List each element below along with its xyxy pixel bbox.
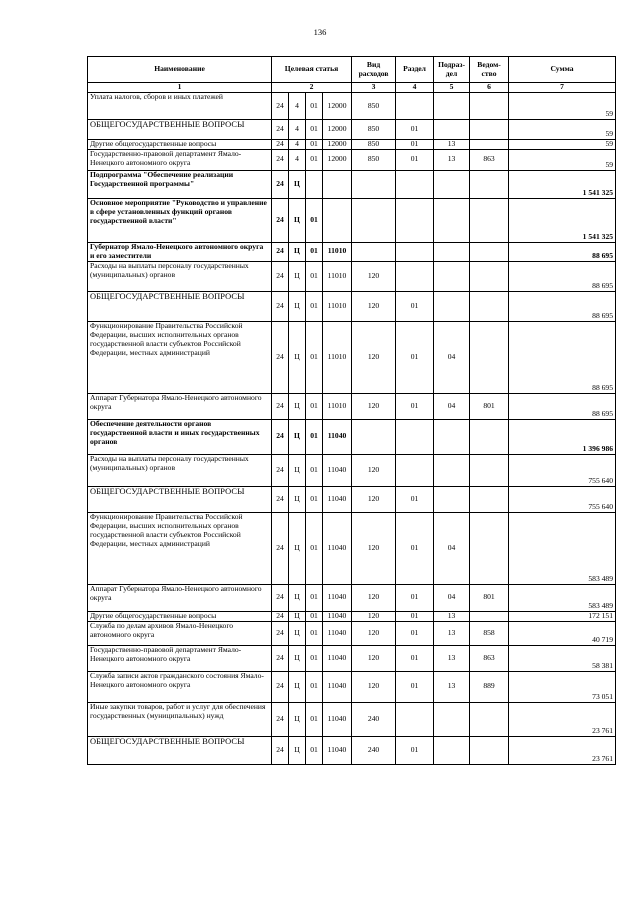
col-number: 3 bbox=[352, 83, 396, 93]
cell-expense-kind bbox=[352, 242, 396, 261]
cell-code-direction: 11010 bbox=[323, 242, 352, 261]
cell-department: 858 bbox=[470, 621, 509, 645]
cell-expense-kind: 850 bbox=[352, 93, 396, 120]
cell-section bbox=[396, 454, 434, 486]
cell-code-program: 24 bbox=[272, 454, 289, 486]
cell-name: ОБЩЕГОСУДАРСТВЕННЫЕ ВОПРОСЫ bbox=[88, 486, 272, 512]
cell-expense-kind: 240 bbox=[352, 736, 396, 764]
cell-expense-kind: 120 bbox=[352, 621, 396, 645]
cell-section bbox=[396, 261, 434, 291]
cell-code-program: 24 bbox=[272, 702, 289, 736]
cell-sum: 755 640 bbox=[509, 454, 616, 486]
table-row bbox=[88, 486, 616, 512]
cell-sum: 59 bbox=[509, 120, 616, 140]
cell-section bbox=[396, 242, 434, 261]
cell-subsection: 04 bbox=[434, 512, 470, 584]
cell-subsection bbox=[434, 736, 470, 764]
cell-department bbox=[470, 736, 509, 764]
cell-sum: 23 761 bbox=[509, 702, 616, 736]
table-row bbox=[88, 512, 616, 584]
cell-section: 01 bbox=[396, 584, 434, 611]
header-target-article: Целевая статья bbox=[272, 57, 352, 83]
cell-name: Уплата налогов, сборов и иных платежей bbox=[88, 93, 272, 120]
cell-expense-kind: 120 bbox=[352, 645, 396, 671]
cell-expense-kind bbox=[352, 198, 396, 242]
cell-code-event: 01 bbox=[306, 454, 323, 486]
cell-code-program: 24 bbox=[272, 242, 289, 261]
cell-department bbox=[470, 512, 509, 584]
cell-code-event: 01 bbox=[306, 120, 323, 140]
table-row bbox=[88, 454, 616, 486]
cell-expense-kind bbox=[352, 170, 396, 198]
cell-sum: 172 151 bbox=[509, 611, 616, 621]
cell-sum: 583 489 bbox=[509, 512, 616, 584]
cell-code-subprogram: Ц bbox=[289, 454, 306, 486]
page-number: 136 bbox=[313, 27, 327, 37]
cell-subsection: 04 bbox=[434, 321, 470, 393]
table-row bbox=[88, 140, 616, 150]
cell-expense-kind: 850 bbox=[352, 149, 396, 170]
cell-code-event: 01 bbox=[306, 611, 323, 621]
table-row bbox=[88, 419, 616, 454]
cell-code-event: 01 bbox=[306, 261, 323, 291]
cell-code-event: 01 bbox=[306, 645, 323, 671]
cell-code-direction: 11040 bbox=[323, 512, 352, 584]
cell-section: 01 bbox=[396, 149, 434, 170]
cell-code-event: 01 bbox=[306, 419, 323, 454]
cell-expense-kind: 120 bbox=[352, 512, 396, 584]
table-row bbox=[88, 261, 616, 291]
cell-department: 889 bbox=[470, 671, 509, 702]
table-row bbox=[88, 120, 616, 140]
cell-expense-kind: 120 bbox=[352, 261, 396, 291]
cell-name: Расходы на выплаты персоналу государственных (муниципальных) органов bbox=[88, 261, 272, 291]
cell-department bbox=[470, 291, 509, 321]
cell-name: Государственно-правовой департамент Ямало-Ненецкого автономного округа bbox=[88, 149, 272, 170]
cell-name: Другие общегосударственные вопросы bbox=[88, 140, 272, 150]
cell-subsection bbox=[434, 93, 470, 120]
cell-code-direction: 12000 bbox=[323, 93, 352, 120]
cell-name: Служба записи актов гражданского состояния Ямало-Ненецкого автономного округа bbox=[88, 671, 272, 702]
cell-expense-kind: 120 bbox=[352, 393, 396, 419]
cell-code-event: 01 bbox=[306, 140, 323, 150]
cell-section: 01 bbox=[396, 140, 434, 150]
cell-expense-kind: 120 bbox=[352, 291, 396, 321]
table-row bbox=[88, 149, 616, 170]
cell-code-subprogram: Ц bbox=[289, 261, 306, 291]
cell-sum: 59 bbox=[509, 149, 616, 170]
cell-code-program: 24 bbox=[272, 736, 289, 764]
cell-expense-kind: 120 bbox=[352, 584, 396, 611]
table-row bbox=[88, 621, 616, 645]
cell-section bbox=[396, 198, 434, 242]
cell-code-direction: 11010 bbox=[323, 321, 352, 393]
cell-sum: 755 640 bbox=[509, 486, 616, 512]
cell-sum: 58 381 bbox=[509, 645, 616, 671]
cell-code-program: 24 bbox=[272, 291, 289, 321]
cell-code-direction: 11040 bbox=[323, 671, 352, 702]
cell-expense-kind: 120 bbox=[352, 321, 396, 393]
cell-section: 01 bbox=[396, 291, 434, 321]
cell-code-subprogram: 4 bbox=[289, 149, 306, 170]
cell-expense-kind bbox=[352, 419, 396, 454]
cell-expense-kind: 850 bbox=[352, 140, 396, 150]
cell-code-event: 01 bbox=[306, 242, 323, 261]
cell-department bbox=[470, 454, 509, 486]
cell-name: Государственно-правовой департамент Ямало-Ненецкого автономного округа bbox=[88, 645, 272, 671]
cell-name: Основное мероприятие "Руководство и управление в сфере установленных функций органов государственной власти" bbox=[88, 198, 272, 242]
cell-subsection bbox=[434, 702, 470, 736]
table-row bbox=[88, 584, 616, 611]
cell-code-direction bbox=[323, 198, 352, 242]
table-row bbox=[88, 321, 616, 393]
cell-code-event: 01 bbox=[306, 736, 323, 764]
cell-code-program: 24 bbox=[272, 611, 289, 621]
cell-code-event: 01 bbox=[306, 512, 323, 584]
cell-code-program: 24 bbox=[272, 645, 289, 671]
cell-subsection: 13 bbox=[434, 149, 470, 170]
cell-code-program: 24 bbox=[272, 140, 289, 150]
cell-subsection: 13 bbox=[434, 621, 470, 645]
cell-sum: 88 695 bbox=[509, 242, 616, 261]
cell-expense-kind: 120 bbox=[352, 486, 396, 512]
cell-code-subprogram: Ц bbox=[289, 198, 306, 242]
cell-subsection: 04 bbox=[434, 584, 470, 611]
cell-department bbox=[470, 702, 509, 736]
cell-expense-kind: 240 bbox=[352, 702, 396, 736]
cell-code-subprogram: 4 bbox=[289, 120, 306, 140]
cell-sum: 88 695 bbox=[509, 393, 616, 419]
cell-department bbox=[470, 486, 509, 512]
col-number: 1 bbox=[88, 83, 272, 93]
cell-code-subprogram: Ц bbox=[289, 512, 306, 584]
cell-department: 801 bbox=[470, 584, 509, 611]
cell-section: 01 bbox=[396, 321, 434, 393]
cell-code-subprogram: Ц bbox=[289, 393, 306, 419]
cell-code-subprogram: Ц bbox=[289, 671, 306, 702]
cell-code-event: 01 bbox=[306, 486, 323, 512]
cell-code-subprogram: Ц bbox=[289, 584, 306, 611]
header-section: Раздел bbox=[396, 57, 434, 83]
cell-sum: 88 695 bbox=[509, 291, 616, 321]
cell-subsection bbox=[434, 242, 470, 261]
cell-subsection bbox=[434, 198, 470, 242]
cell-code-direction: 11010 bbox=[323, 261, 352, 291]
cell-code-program: 24 bbox=[272, 321, 289, 393]
cell-name: Обеспечение деятельности органов государственной власти и иных государственных органов bbox=[88, 419, 272, 454]
cell-code-direction: 11040 bbox=[323, 419, 352, 454]
cell-department: 801 bbox=[470, 393, 509, 419]
cell-code-direction: 12000 bbox=[323, 120, 352, 140]
cell-subsection: 13 bbox=[434, 645, 470, 671]
col-number: 7 bbox=[509, 83, 616, 93]
cell-code-program: 24 bbox=[272, 261, 289, 291]
cell-section bbox=[396, 702, 434, 736]
cell-code-subprogram: 4 bbox=[289, 93, 306, 120]
cell-department bbox=[470, 170, 509, 198]
cell-code-subprogram: Ц bbox=[289, 645, 306, 671]
cell-code-program: 24 bbox=[272, 621, 289, 645]
table-row bbox=[88, 611, 616, 621]
cell-code-event: 01 bbox=[306, 198, 323, 242]
col-number: 5 bbox=[434, 83, 470, 93]
cell-department bbox=[470, 198, 509, 242]
cell-section: 01 bbox=[396, 512, 434, 584]
cell-department bbox=[470, 611, 509, 621]
cell-sum: 23 761 bbox=[509, 736, 616, 764]
cell-sum: 1 541 325 bbox=[509, 170, 616, 198]
cell-name: Аппарат Губернатора Ямало-Ненецкого автономного округа bbox=[88, 393, 272, 419]
cell-sum: 88 695 bbox=[509, 261, 616, 291]
cell-code-program: 24 bbox=[272, 671, 289, 702]
cell-code-event: 01 bbox=[306, 393, 323, 419]
table-row bbox=[88, 736, 616, 764]
cell-code-program: 24 bbox=[272, 120, 289, 140]
cell-sum: 59 bbox=[509, 140, 616, 150]
table-row bbox=[88, 702, 616, 736]
cell-name: ОБЩЕГОСУДАРСТВЕННЫЕ ВОПРОСЫ bbox=[88, 120, 272, 140]
cell-section: 01 bbox=[396, 671, 434, 702]
cell-code-subprogram: Ц bbox=[289, 321, 306, 393]
header-expense-kind: Вид расходов bbox=[352, 57, 396, 83]
cell-section bbox=[396, 93, 434, 120]
cell-expense-kind: 120 bbox=[352, 611, 396, 621]
cell-code-direction: 11040 bbox=[323, 611, 352, 621]
header-subsection: Подраз-дел bbox=[434, 57, 470, 83]
table-row bbox=[88, 671, 616, 702]
cell-code-subprogram: Ц bbox=[289, 242, 306, 261]
cell-sum: 88 695 bbox=[509, 321, 616, 393]
cell-name: Подпрограмма "Обеспечение реализации Государственной программы" bbox=[88, 170, 272, 198]
cell-sum: 1 396 986 bbox=[509, 419, 616, 454]
cell-code-event: 01 bbox=[306, 584, 323, 611]
cell-expense-kind: 120 bbox=[352, 671, 396, 702]
cell-section bbox=[396, 170, 434, 198]
cell-department bbox=[470, 140, 509, 150]
cell-code-event: 01 bbox=[306, 702, 323, 736]
cell-code-direction bbox=[323, 170, 352, 198]
cell-department bbox=[470, 93, 509, 120]
cell-department bbox=[470, 261, 509, 291]
cell-code-direction: 11040 bbox=[323, 645, 352, 671]
cell-code-program: 24 bbox=[272, 393, 289, 419]
cell-section: 01 bbox=[396, 645, 434, 671]
cell-name: Губернатор Ямало-Ненецкого автономного округа и его заместители bbox=[88, 242, 272, 261]
cell-subsection: 13 bbox=[434, 140, 470, 150]
cell-code-direction: 11040 bbox=[323, 584, 352, 611]
table-row bbox=[88, 645, 616, 671]
cell-department bbox=[470, 120, 509, 140]
cell-code-subprogram: Ц bbox=[289, 702, 306, 736]
cell-code-program: 24 bbox=[272, 170, 289, 198]
cell-section: 01 bbox=[396, 736, 434, 764]
cell-sum: 583 489 bbox=[509, 584, 616, 611]
cell-code-direction: 11040 bbox=[323, 454, 352, 486]
cell-section: 01 bbox=[396, 393, 434, 419]
cell-name: ОБЩЕГОСУДАРСТВЕННЫЕ ВОПРОСЫ bbox=[88, 291, 272, 321]
cell-department bbox=[470, 419, 509, 454]
cell-name: Иные закупки товаров, работ и услуг для обеспечения государственных (муниципальных) нужд bbox=[88, 702, 272, 736]
cell-sum: 1 541 325 bbox=[509, 198, 616, 242]
cell-subsection bbox=[434, 291, 470, 321]
cell-section bbox=[396, 419, 434, 454]
cell-name: Аппарат Губернатора Ямало-Ненецкого автономного округа bbox=[88, 584, 272, 611]
cell-code-subprogram: Ц bbox=[289, 291, 306, 321]
cell-code-event: 01 bbox=[306, 291, 323, 321]
cell-subsection: 13 bbox=[434, 671, 470, 702]
cell-code-program: 24 bbox=[272, 419, 289, 454]
cell-name: Функционирование Правительства Российской Федерации, высших исполнительных органов государственной власти субъектов Российской Федерации, местных администраций bbox=[88, 512, 272, 584]
cell-code-program: 24 bbox=[272, 512, 289, 584]
table-row bbox=[88, 291, 616, 321]
table-row bbox=[88, 170, 616, 198]
header-sum: Сумма bbox=[509, 57, 616, 83]
cell-subsection bbox=[434, 454, 470, 486]
cell-sum: 59 bbox=[509, 93, 616, 120]
table-row bbox=[88, 198, 616, 242]
budget-table bbox=[87, 56, 616, 765]
cell-subsection bbox=[434, 120, 470, 140]
cell-subsection: 13 bbox=[434, 611, 470, 621]
cell-section: 01 bbox=[396, 486, 434, 512]
cell-subsection bbox=[434, 261, 470, 291]
cell-code-event: 01 bbox=[306, 671, 323, 702]
cell-code-event: 01 bbox=[306, 149, 323, 170]
cell-code-program: 24 bbox=[272, 198, 289, 242]
cell-code-direction: 11040 bbox=[323, 621, 352, 645]
cell-expense-kind: 120 bbox=[352, 454, 396, 486]
cell-code-subprogram: Ц bbox=[289, 736, 306, 764]
cell-code-direction: 11040 bbox=[323, 736, 352, 764]
table-row bbox=[88, 242, 616, 261]
cell-code-program: 24 bbox=[272, 93, 289, 120]
cell-department: 863 bbox=[470, 645, 509, 671]
cell-department: 863 bbox=[470, 149, 509, 170]
cell-section: 01 bbox=[396, 611, 434, 621]
cell-section: 01 bbox=[396, 120, 434, 140]
cell-name: Расходы на выплаты персоналу государственных (муниципальных) органов bbox=[88, 454, 272, 486]
header-name: Наименование bbox=[88, 57, 272, 83]
header-department: Ведом-ство bbox=[470, 57, 509, 83]
cell-sum: 40 719 bbox=[509, 621, 616, 645]
cell-subsection bbox=[434, 419, 470, 454]
col-number: 6 bbox=[470, 83, 509, 93]
cell-code-program: 24 bbox=[272, 584, 289, 611]
cell-section: 01 bbox=[396, 621, 434, 645]
cell-code-subprogram: Ц bbox=[289, 621, 306, 645]
cell-code-direction: 12000 bbox=[323, 140, 352, 150]
cell-code-subprogram: Ц bbox=[289, 486, 306, 512]
cell-code-subprogram: Ц bbox=[289, 419, 306, 454]
table-row bbox=[88, 93, 616, 120]
table-row bbox=[88, 393, 616, 419]
cell-code-subprogram: Ц bbox=[289, 611, 306, 621]
cell-name: Функционирование Правительства Российской Федерации, высших исполнительных органов государственной власти субъектов Российской Федерации, местных администраций bbox=[88, 321, 272, 393]
col-number: 4 bbox=[396, 83, 434, 93]
cell-code-event: 01 bbox=[306, 621, 323, 645]
cell-code-event: 01 bbox=[306, 321, 323, 393]
cell-subsection bbox=[434, 486, 470, 512]
cell-code-direction: 11010 bbox=[323, 291, 352, 321]
cell-code-program: 24 bbox=[272, 486, 289, 512]
cell-code-subprogram: Ц bbox=[289, 170, 306, 198]
cell-code-direction: 11010 bbox=[323, 393, 352, 419]
cell-name: ОБЩЕГОСУДАРСТВЕННЫЕ ВОПРОСЫ bbox=[88, 736, 272, 764]
cell-subsection: 04 bbox=[434, 393, 470, 419]
cell-code-event bbox=[306, 170, 323, 198]
cell-code-direction: 12000 bbox=[323, 149, 352, 170]
cell-code-program: 24 bbox=[272, 149, 289, 170]
cell-expense-kind: 850 bbox=[352, 120, 396, 140]
cell-code-direction: 11040 bbox=[323, 486, 352, 512]
cell-name: Служба по делам архивов Ямало-Ненецкого автономного округа bbox=[88, 621, 272, 645]
cell-subsection bbox=[434, 170, 470, 198]
cell-department bbox=[470, 321, 509, 393]
cell-code-event: 01 bbox=[306, 93, 323, 120]
cell-department bbox=[470, 242, 509, 261]
cell-code-direction: 11040 bbox=[323, 702, 352, 736]
col-number: 2 bbox=[272, 83, 352, 93]
cell-code-subprogram: 4 bbox=[289, 140, 306, 150]
cell-name: Другие общегосударственные вопросы bbox=[88, 611, 272, 621]
cell-sum: 73 051 bbox=[509, 671, 616, 702]
